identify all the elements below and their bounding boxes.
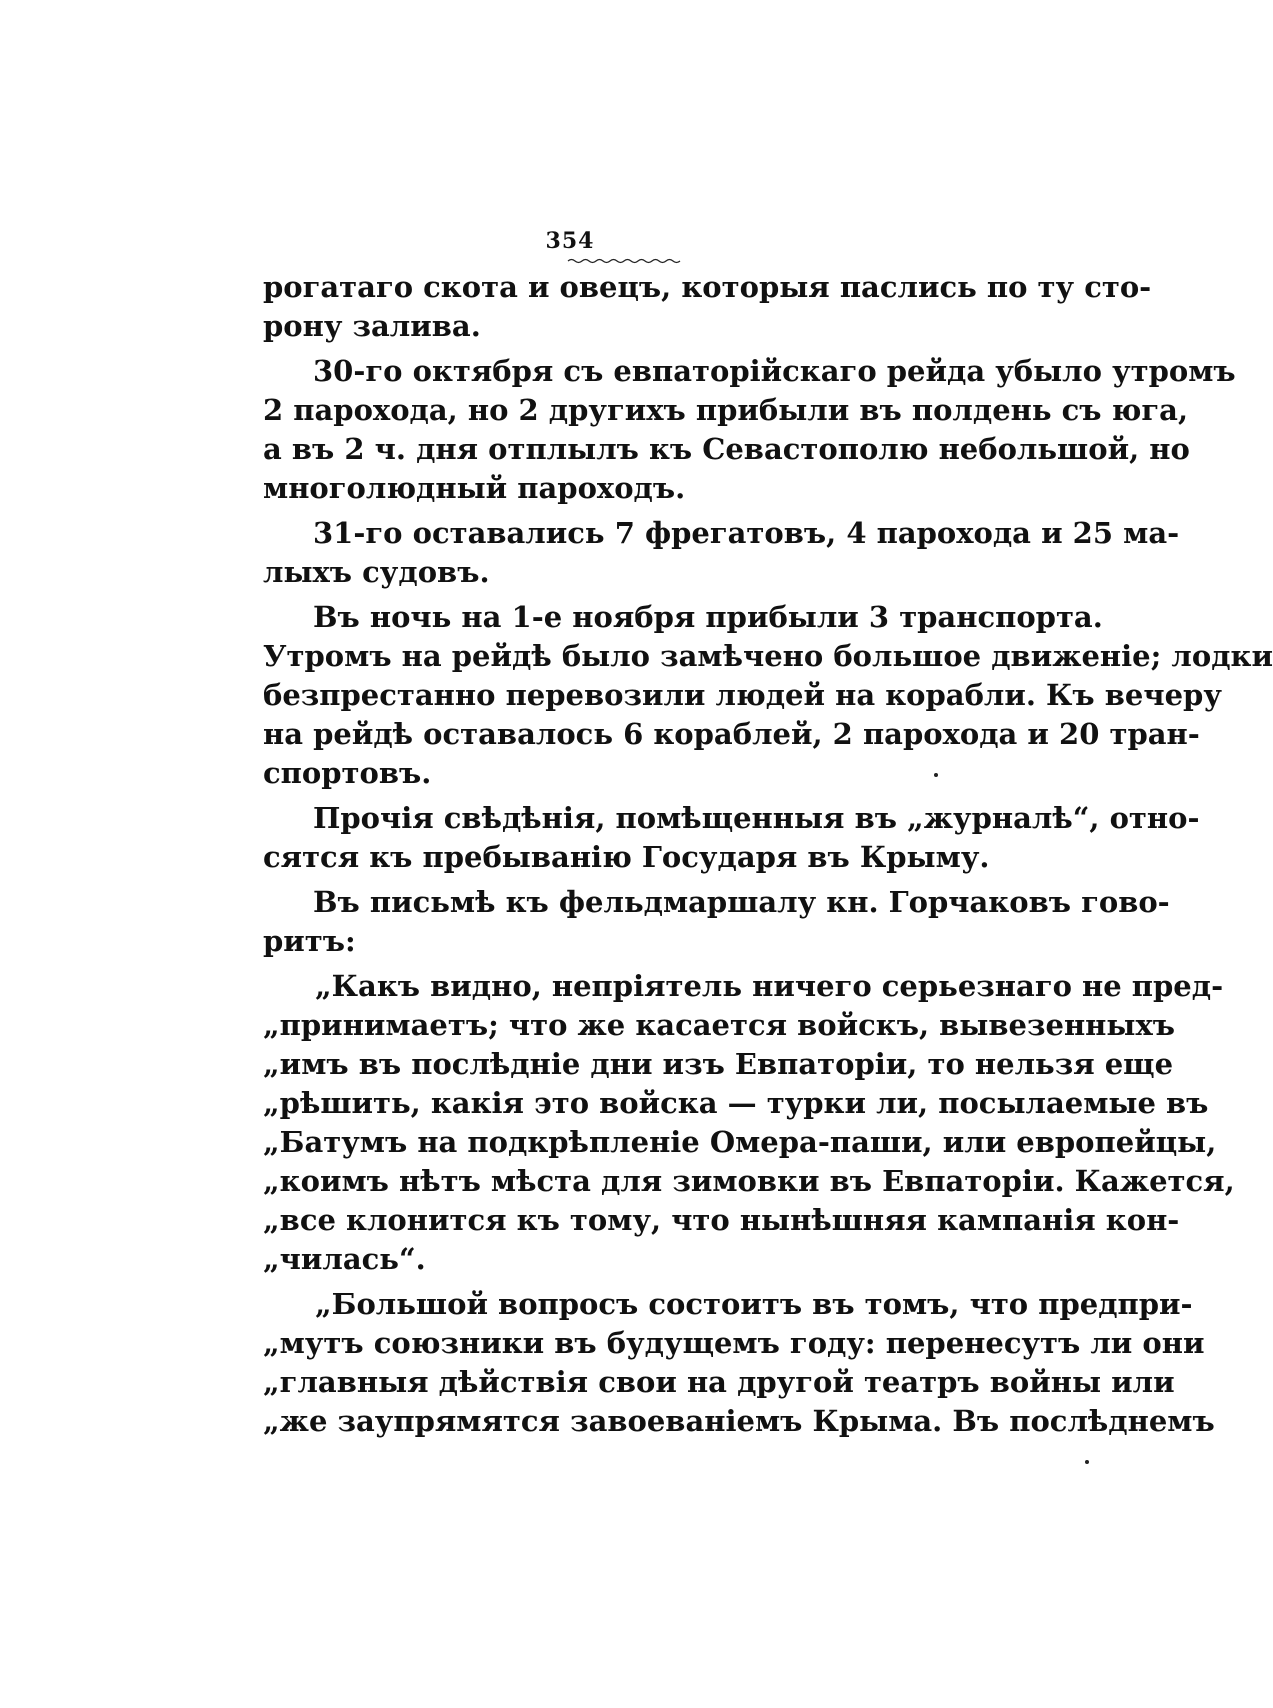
body-text	[263, 268, 1273, 1441]
text-line: лыхъ судовъ.	[263, 555, 490, 589]
text-line: Прочія свѣдѣнія, помѣщенныя въ „журналѣ“, отно-	[313, 801, 1200, 835]
text-line: безпрестанно перевозили людей на корабли. Къ вечеру	[263, 678, 1222, 712]
text-line: 31-го оставались 7 фрегатовъ, 4 парохода и 25 ма-	[313, 516, 1180, 550]
text-line: „рѣшить, какія это войска — турки ли, посылаемые въ	[263, 1086, 1209, 1120]
text-line: „коимъ нѣтъ мѣста для зимовки въ Евпаторіи. Кажется,	[263, 1164, 1235, 1198]
text-line: многолюдный пароходъ.	[263, 471, 686, 505]
text-line: Утромъ на рейдѣ было замѣчено большое движеніе; лодки	[263, 639, 1273, 673]
text-line: „все клонится къ тому, что нынѣшняя кампанія кон-	[263, 1203, 1180, 1237]
text-line: „главныя дѣйствія свои на другой театръ войны или	[263, 1365, 1175, 1399]
text-line: сятся къ пребыванію Государя въ Крыму.	[263, 840, 990, 874]
text-line: ритъ:	[263, 924, 356, 958]
text-line: рогатаго скота и овецъ, которыя паслись по ту сто-	[263, 270, 1152, 304]
text-line: „Батумъ на подкрѣпленіе Омера-паши, или европейцы,	[263, 1125, 1217, 1159]
text-line: „же заупрямятся завоеваніемъ Крыма. Въ послѣднемъ	[263, 1404, 1215, 1438]
text-line: „имъ въ послѣдніе дни изъ Евпаторіи, то нельзя еще	[263, 1047, 1174, 1081]
print-speck	[934, 773, 938, 777]
text-line: а въ 2 ч. дня отплылъ къ Севастополю небольшой, но	[263, 432, 1190, 466]
text-line: „чилась“.	[263, 1242, 426, 1276]
text-line: Въ письмѣ къ фельдмаршалу кн. Горчаковъ гово-	[313, 885, 1170, 919]
text-line: 30-го октября съ евпаторійскаго рейда убыло утромъ	[313, 354, 1236, 388]
text-line: спортовъ.	[263, 756, 432, 790]
text-line: 2 парохода, но 2 другихъ прибыли въ полдень съ юга,	[263, 393, 1189, 427]
text-line: Въ ночь на 1-е ноября прибыли 3 транспорта.	[313, 600, 1103, 634]
page-number: 354	[545, 228, 595, 254]
text-line: „Большой вопросъ состоитъ въ томъ, что предпри-	[315, 1287, 1193, 1321]
text-line: на рейдѣ оставалось 6 кораблей, 2 парохода и 20 тран-	[263, 717, 1200, 751]
wavy-rule-ornament	[568, 258, 680, 264]
text-line: „Какъ видно, непріятель ничего серьезнаго не пред-	[315, 969, 1224, 1003]
print-speck	[1085, 1460, 1089, 1464]
text-line: „принимаетъ; что же касается войскъ, вывезенныхъ	[263, 1008, 1175, 1042]
text-line: „мутъ союзники въ будущемъ году: перенесутъ ли они	[263, 1326, 1205, 1360]
text-line: рону залива.	[263, 309, 481, 343]
